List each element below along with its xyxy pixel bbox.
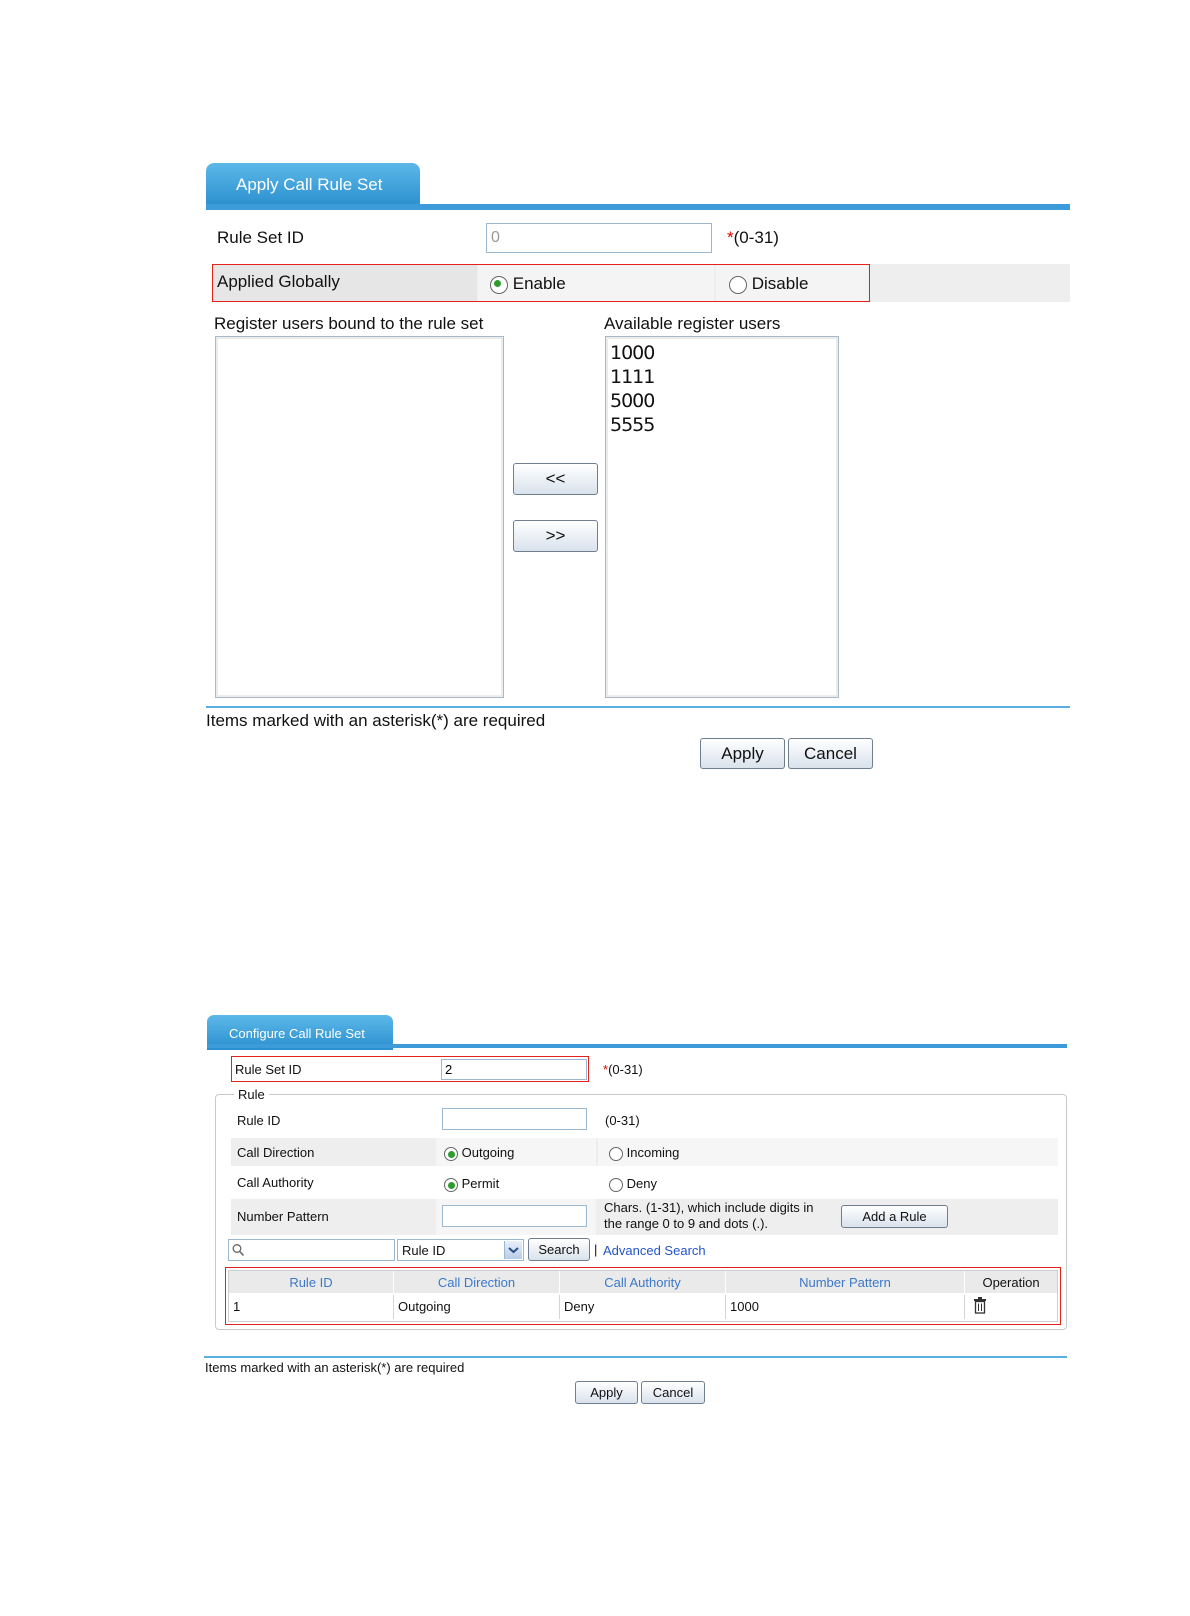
rule-set-id-input[interactable] xyxy=(441,1059,587,1080)
number-pattern-input[interactable] xyxy=(442,1205,587,1227)
bound-users-listbox[interactable] xyxy=(215,336,504,698)
divider xyxy=(204,1356,1067,1358)
cell-number-pattern: 1000 xyxy=(726,1295,965,1319)
apply-button[interactable]: Apply xyxy=(700,738,785,769)
cell-call-authority: Deny xyxy=(560,1295,726,1319)
tab-underline xyxy=(206,204,1070,210)
rule-set-id-input[interactable] xyxy=(486,223,712,253)
available-users-listbox[interactable] xyxy=(605,336,839,698)
applied-globally-label: Applied Globally xyxy=(217,272,340,291)
number-pattern-hint: Chars. (1-31), which include digits in the range 0 to 9 and dots (.). xyxy=(604,1200,814,1231)
chevron-down-icon xyxy=(505,1241,522,1259)
rule-id-input[interactable] xyxy=(442,1108,587,1130)
deny-radio[interactable] xyxy=(609,1178,623,1192)
configure-call-rule-set-tab[interactable]: Configure Call Rule Set xyxy=(207,1015,393,1050)
outgoing-radio-label: Outgoing xyxy=(461,1145,515,1160)
column-header-call-direction[interactable]: Call Direction xyxy=(394,1271,560,1293)
column-header-rule-id[interactable]: Rule ID xyxy=(229,1271,394,1293)
rule-id-label: Rule ID xyxy=(237,1113,281,1128)
call-authority-label: Call Authority xyxy=(237,1175,314,1190)
permit-radio[interactable] xyxy=(444,1178,458,1192)
list-item[interactable]: 1111 xyxy=(610,366,655,388)
search-separator: | xyxy=(594,1242,598,1257)
search-icon xyxy=(231,1243,245,1257)
number-pattern-label: Number Pattern xyxy=(237,1209,329,1224)
cell-rule-id: 1 xyxy=(229,1295,394,1319)
incoming-radio[interactable] xyxy=(609,1147,623,1161)
column-header-operation: Operation xyxy=(965,1271,1057,1293)
cell-call-direction: Outgoing xyxy=(394,1295,560,1319)
deny-radio-label: Deny xyxy=(626,1176,657,1191)
rule-id-hint: (0-31) xyxy=(605,1113,640,1128)
rule-set-id-hint: *(0-31) xyxy=(603,1062,643,1077)
search-field-select[interactable] xyxy=(397,1239,524,1261)
tab-underline xyxy=(207,1044,1067,1048)
enable-radio-label: Enable xyxy=(512,274,566,293)
rule-set-id-label: Rule Set ID xyxy=(217,228,304,247)
search-input[interactable] xyxy=(228,1239,395,1261)
search-field-selected: Rule ID xyxy=(402,1243,446,1258)
cell-operation xyxy=(965,1295,1057,1319)
list-item[interactable]: 1000 xyxy=(610,342,655,364)
advanced-search-link[interactable]: Advanced Search xyxy=(603,1243,706,1258)
add-rule-button[interactable]: Add a Rule xyxy=(841,1205,948,1228)
required-note: Items marked with an asterisk(*) are required xyxy=(206,711,546,730)
list-item[interactable]: 5000 xyxy=(610,390,655,412)
available-users-label: Available register users xyxy=(604,314,781,333)
move-left-button[interactable]: << xyxy=(513,463,598,495)
required-note: Items marked with an asterisk(*) are required xyxy=(205,1360,465,1375)
rule-set-id-hint: *(0-31) xyxy=(727,228,779,247)
search-button[interactable]: Search xyxy=(528,1238,590,1261)
permit-radio-label: Permit xyxy=(461,1176,500,1191)
bound-users-label: Register users bound to the rule set xyxy=(214,314,484,333)
trash-icon[interactable] xyxy=(973,1297,987,1314)
highlight-box xyxy=(212,264,870,302)
incoming-radio-label: Incoming xyxy=(626,1145,680,1160)
call-direction-label: Call Direction xyxy=(237,1145,315,1160)
permit-radio-option[interactable] xyxy=(444,1176,499,1192)
apply-button[interactable]: Apply xyxy=(575,1381,638,1404)
incoming-radio-option[interactable] xyxy=(609,1145,679,1161)
cancel-button[interactable]: Cancel xyxy=(641,1381,705,1404)
rules-table xyxy=(228,1270,1058,1322)
apply-call-rule-set-tab[interactable]: Apply Call Rule Set xyxy=(206,163,420,207)
outgoing-radio-option[interactable] xyxy=(444,1145,514,1161)
move-right-button[interactable]: >> xyxy=(513,520,598,552)
cancel-button[interactable]: Cancel xyxy=(788,738,873,769)
deny-radio-option[interactable] xyxy=(609,1176,657,1192)
divider xyxy=(206,706,1070,708)
dropdown-toggle[interactable] xyxy=(504,1241,522,1259)
list-item[interactable]: 5555 xyxy=(610,414,655,436)
outgoing-radio[interactable] xyxy=(444,1147,458,1161)
column-header-number-pattern[interactable]: Number Pattern xyxy=(726,1271,965,1293)
rule-set-id-label: Rule Set ID xyxy=(235,1062,302,1077)
rule-legend: Rule xyxy=(234,1087,269,1102)
column-header-call-authority[interactable]: Call Authority xyxy=(560,1271,726,1293)
disable-radio-label: Disable xyxy=(751,274,809,293)
